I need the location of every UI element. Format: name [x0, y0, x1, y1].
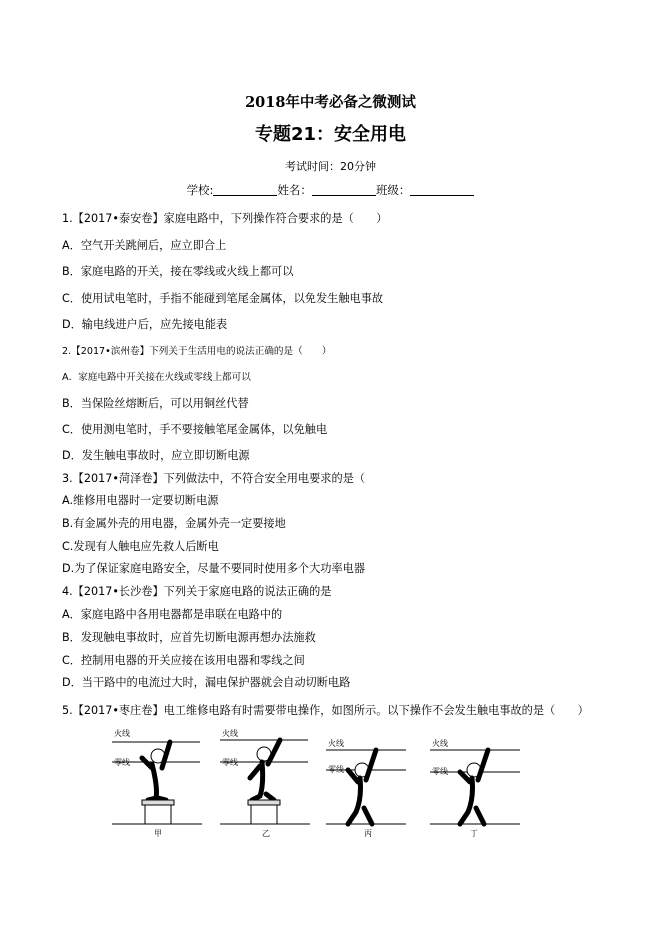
question-2-option-a: A．家庭电路中开关接在火线或零线上都可以 — [62, 372, 251, 383]
question-3-option-d: D.为了保证家庭电路安全，尽量不要同时使用多个大功率电器 — [62, 562, 366, 575]
question-2-stem: 2.【2017•滨州卷】下列关于生活用电的说法正确的是（ ） — [62, 346, 332, 357]
live-wire-label-bing: 火线 — [328, 739, 344, 748]
question-1-option-b: B．家庭电路的开关，接在零线或火线上都可以 — [62, 265, 294, 278]
live-wire-label-ding: 火线 — [432, 739, 448, 748]
question-1-option-c: C．使用试电笔时，手指不能碰到笔尾金属体，以免发生触电事故 — [62, 292, 384, 305]
neutral-wire-label-yi: 零线 — [222, 758, 238, 767]
stool-top-jia — [142, 800, 174, 805]
question-3-option-b: B.有金属外壳的用电器，金属外壳一定要接地 — [62, 517, 286, 530]
panel-ding — [430, 750, 520, 824]
question-5-stem: 5.【2017•枣庄卷】电工维修电路有时需要带电操作，如图所示。以下操作不会发生触电事故的是（ ） — [62, 704, 589, 717]
caption-bing: 丙 — [364, 829, 372, 838]
live-wire-label-jia: 火线 — [114, 729, 130, 738]
question-4-option-a: A．家庭电路中各用电器都是串联在电路中的 — [62, 608, 283, 621]
live-wire-label-yi: 火线 — [222, 729, 238, 738]
caption-yi: 乙 — [262, 829, 270, 838]
question-2-option-d: D．发生触电事故时，应立即切断电源 — [62, 449, 250, 462]
question-4-option-c: C．控制用电器的开关应接在该用电器和零线之间 — [62, 654, 305, 667]
class-blank — [410, 183, 474, 196]
panel-jia — [112, 742, 202, 824]
neutral-wire-label-jia: 零线 — [114, 758, 130, 767]
school-label: 学校: — [186, 183, 214, 197]
electrician-illustration — [112, 728, 524, 840]
question-1-stem: 1.【2017•泰安卷】家庭电路中，下列操作符合要求的是（ ） — [62, 212, 388, 225]
stool-top-yi — [248, 800, 280, 805]
question-3-option-c: C.发现有人触电应先救人后断电 — [62, 540, 219, 553]
question-2-option-b: B．当保险丝熔断后，可以用铜丝代替 — [62, 397, 249, 410]
page-title: 2018年中考必备之微测试 — [245, 94, 416, 111]
school-blank — [213, 183, 277, 196]
name-label: 姓名： — [277, 183, 312, 197]
name-blank — [312, 183, 376, 196]
body-ding — [460, 750, 488, 824]
body-bing — [348, 750, 376, 824]
question-4-stem: 4.【2017•长沙卷】下列关于家庭电路的说法正确的是 — [62, 585, 332, 598]
caption-ding: 丁 — [470, 829, 478, 838]
exam-time: 考试时间：20分钟 — [285, 160, 376, 173]
panel-bing — [326, 750, 406, 824]
neutral-wire-label-bing: 零线 — [328, 765, 344, 774]
question-4-option-d: D．当干路中的电流过大时，漏电保护器就会自动切断电路 — [62, 676, 351, 689]
student-info-line — [0, 182, 661, 198]
page-subtitle: 专题21：安全用电 — [254, 124, 407, 145]
panel-yi — [220, 740, 310, 824]
question-1-option-d: D．输电线进户后，应先接电能表 — [62, 318, 228, 331]
class-label: 班级： — [375, 183, 411, 197]
question-2-option-c: C．使用测电笔时，手不要接触笔尾金属体，以免触电 — [62, 423, 328, 436]
question-3-option-a: A.维修用电器时一定要切断电源 — [62, 494, 219, 507]
question-3-stem: 3.【2017•菏泽卷】下列做法中，不符合安全用电要求的是（ — [62, 472, 366, 485]
question-1-option-a: A．空气开关跳闸后，应立即合上 — [62, 239, 227, 252]
neutral-wire-label-ding: 零线 — [432, 767, 448, 776]
electrician-figure — [112, 728, 524, 840]
question-4-option-b: B．发现触电事故时，应首先切断电源再想办法施救 — [62, 631, 316, 644]
caption-jia: 甲 — [154, 829, 162, 838]
